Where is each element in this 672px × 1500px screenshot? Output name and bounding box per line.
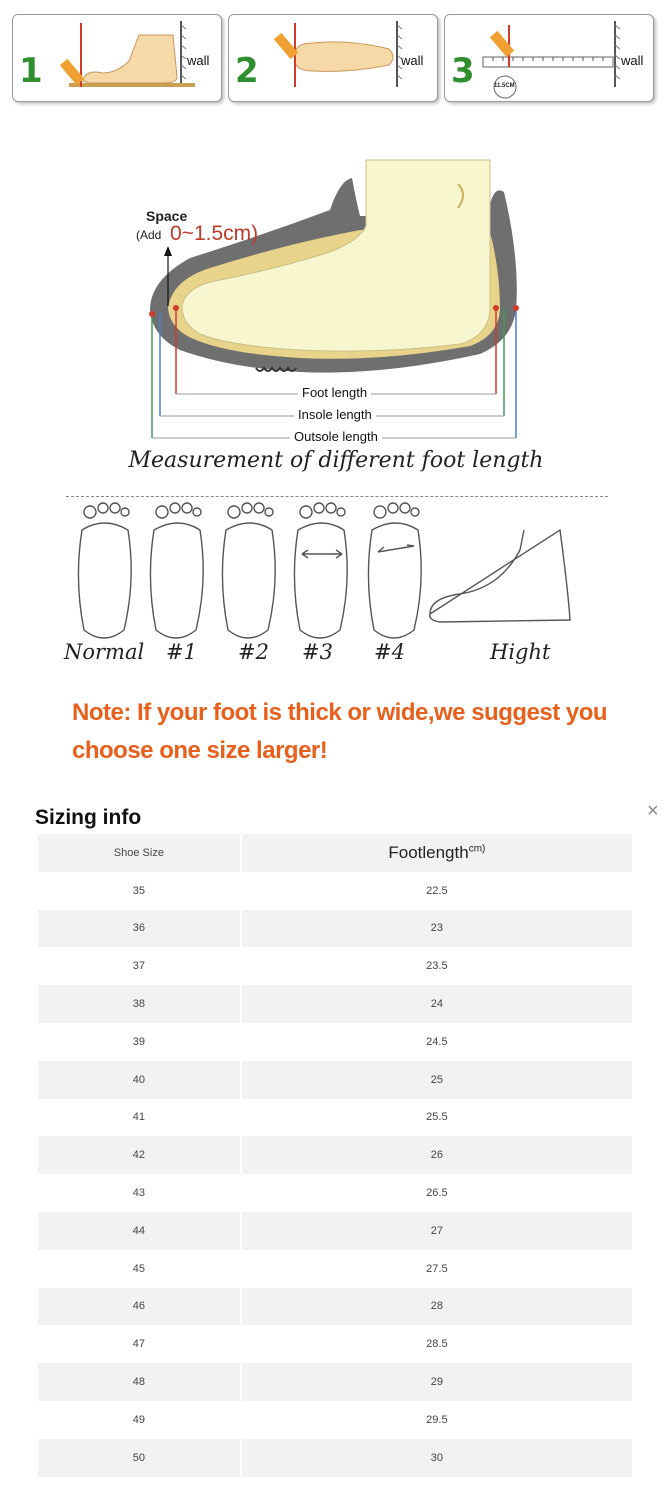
measurement-steps xyxy=(12,14,657,102)
step-3-panel xyxy=(444,14,654,102)
step-1-panel xyxy=(12,14,222,102)
foot-4-outline xyxy=(368,523,421,638)
table-row xyxy=(38,1174,632,1212)
step-1-number: 1 xyxy=(19,51,43,91)
footlength-cell: 27.5 xyxy=(426,1262,448,1275)
measurement-caption: Measurement of different foot length xyxy=(128,448,544,473)
foot-type-2-label: #2 xyxy=(238,640,269,664)
shoe-size-cell: 38 xyxy=(38,985,240,1023)
step-3-number: 3 xyxy=(451,51,475,91)
table-row xyxy=(38,1288,632,1326)
footlength-cell: 25 xyxy=(242,1061,632,1099)
footlength-cell: 30 xyxy=(242,1439,632,1477)
table-row xyxy=(38,1023,632,1061)
table-row xyxy=(38,1061,632,1099)
footlength-cell: 23 xyxy=(242,910,632,948)
size-table-header xyxy=(38,834,632,872)
shoe-size-cell: 49 xyxy=(132,1413,145,1426)
shoe-size-cell: 48 xyxy=(38,1363,240,1401)
footlength-cell: 26 xyxy=(242,1136,632,1174)
foot-high-outline xyxy=(430,530,570,622)
shoe-size-cell: 42 xyxy=(38,1136,240,1174)
footlength-cell: 28 xyxy=(242,1288,632,1326)
step-2-number: 2 xyxy=(235,51,259,91)
foot-3-outline xyxy=(294,523,347,638)
space-label: Space xyxy=(146,208,188,224)
table-row xyxy=(38,985,632,1023)
shoe-size-cell: 37 xyxy=(132,960,145,973)
note-line-2: choose one size larger! xyxy=(72,737,328,764)
table-row xyxy=(38,1250,632,1288)
footlength-cell: 24 xyxy=(242,985,632,1023)
shoe-size-cell: 36 xyxy=(38,910,240,948)
foot-type-sketches xyxy=(0,490,672,640)
table-row xyxy=(38,1401,632,1439)
foot-type-normal-label: Normal xyxy=(64,640,145,664)
table-row xyxy=(38,947,632,985)
note-line-1: Note: If your foot is thick or wide,we suggest you xyxy=(72,699,608,726)
footlength-cell: 22.5 xyxy=(426,884,448,897)
footlength-cell: 26.5 xyxy=(426,1187,448,1200)
shoe-size-cell: 39 xyxy=(132,1035,145,1048)
shoe-size-cell: 47 xyxy=(132,1338,145,1351)
shoe-cross-section xyxy=(0,140,672,450)
foot-type-3-label: #3 xyxy=(302,640,333,664)
shoe-size-cell: 43 xyxy=(132,1187,145,1200)
table-row xyxy=(38,1363,632,1401)
col-header-footlength xyxy=(242,834,632,872)
step-3-ruler-label: 11.5CM xyxy=(494,83,515,89)
table-row xyxy=(38,1099,632,1137)
foot-2-outline xyxy=(222,523,275,638)
size-table-body xyxy=(38,872,632,1477)
table-row xyxy=(38,910,632,948)
shoe-size-cell: 35 xyxy=(132,884,145,897)
col-header-footlength-text: Footlength xyxy=(388,842,469,862)
footlength-cell: 27 xyxy=(242,1212,632,1250)
foot-type-high-label: Hight xyxy=(490,640,551,664)
foot-length-diagram xyxy=(0,140,672,480)
wide-foot-note xyxy=(72,694,632,770)
sizing-info-title: Sizing info xyxy=(35,806,142,829)
outsole-length-label: Outsole length xyxy=(290,429,382,444)
table-row xyxy=(38,1212,632,1250)
footlength-cell: 24.5 xyxy=(426,1035,448,1048)
foot-length-label: Foot length xyxy=(298,385,371,400)
foot-type-4-label: #4 xyxy=(374,640,405,664)
table-row xyxy=(38,1325,632,1363)
col-header-shoe-size: Shoe Size xyxy=(38,834,240,872)
foot-normal-outline xyxy=(78,523,131,638)
space-range-label: 0~1.5cm) xyxy=(170,222,259,245)
step-2-wall-label: wall xyxy=(401,53,424,68)
table-row xyxy=(38,1136,632,1174)
foot-type-1-label: #1 xyxy=(166,640,197,664)
add-label: (Add xyxy=(136,228,162,242)
footlength-cell: 23.5 xyxy=(426,960,448,973)
footlength-cell: 28.5 xyxy=(426,1338,448,1351)
table-row xyxy=(38,1439,632,1477)
footlength-cell: 29 xyxy=(242,1363,632,1401)
footlength-cell: 29.5 xyxy=(426,1413,448,1426)
foot-types xyxy=(0,490,672,680)
foot-1-outline xyxy=(150,523,203,638)
step-1-wall-label: wall xyxy=(187,53,210,68)
footlength-cell: 25.5 xyxy=(426,1111,448,1124)
step-3-wall-label: wall xyxy=(621,53,644,68)
close-icon[interactable]: × xyxy=(647,800,659,822)
shoe-size-cell: 50 xyxy=(38,1439,240,1477)
size-table xyxy=(36,834,634,1477)
col-header-footlength-unit: cm) xyxy=(468,843,486,855)
table-row xyxy=(38,872,632,910)
insole-length-label: Insole length xyxy=(294,407,376,422)
shoe-size-cell: 40 xyxy=(38,1061,240,1099)
shoe-size-cell: 44 xyxy=(38,1212,240,1250)
step-2-panel xyxy=(228,14,438,102)
shoe-size-cell: 45 xyxy=(132,1262,145,1275)
shoe-size-cell: 46 xyxy=(38,1288,240,1326)
shoe-size-cell: 41 xyxy=(132,1111,145,1124)
